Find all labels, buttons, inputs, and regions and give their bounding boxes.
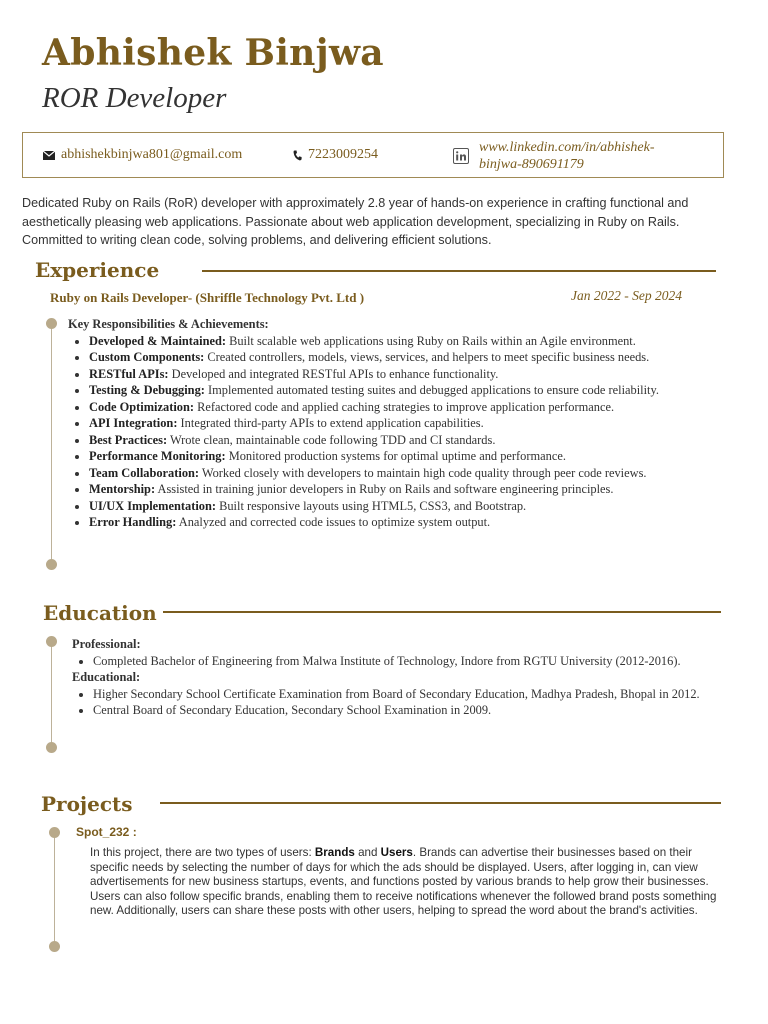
project-description: In this project, there are two types of users: Brands and Users. Brands can advertise their businesses based on their specific needs by selecting the number of days for which the ads should be displayed. Users, after logging in, can view advertisements for new business startups, events, and functions posted by various brands to help grow their businesses. Users can also follow specific brands, enabling them to receive notifications whenever the followed brand posts something new. Additionally, users can share these posts with other users, helping to spread the word about the brand's activities. [90,846,717,918]
list-item: • Testing & Debugging: Implemented automated testing suites and debugged applications to ensure code reliability. [89,382,716,399]
responsibilities-heading: Key Responsibilities & Achievements: [68,317,269,331]
timeline-dot-top [49,827,60,838]
job-role: ROR Developer [42,82,227,114]
list-item: • Team Collaboration: Worked closely with developers to maintain high code quality through peer code reviews. [89,465,716,482]
professional-list [72,653,722,670]
professional-summary: Dedicated Ruby on Rails (RoR) developer with approximately 2.8 year of hands-on experience in crafting functional and aesthetically pleasing web applications. Passionate about web application development, specializing in Ruby on Rails. Committed to writing clean code, solving problems, and delivering efficient solutions. [22,196,689,247]
list-item: • Custom Components: Created controllers, models, views, services, and helpers to meet specific business needs. [89,349,716,366]
mail-icon [43,151,55,160]
list-item: • API Integration: Integrated third-party APIs to extend application capabilities. [89,415,716,432]
experience-timeline [51,324,52,565]
project-name: Spot_232 : [76,825,137,839]
list-item: • Higher Secondary School Certificate Examination from Board of Secondary Education, Madhya Pradesh, Bhopal in 2012. [93,686,722,703]
contact-box [22,132,724,178]
experience-heading: Experience [35,258,160,282]
list-item: • Error Handling: Analyzed and corrected code issues to optimize system output. [89,514,716,531]
linkedin-line-2: binjwa-890691179 [479,157,584,172]
timeline-dot-bottom [46,742,57,753]
list-item: • UI/UX Implementation: Built responsive layouts using HTML5, CSS3, and Bootstrap. [89,498,716,515]
timeline-dot-top [46,636,57,647]
list-item: • Completed Bachelor of Engineering from Malwa Institute of Technology, Indore from RGTU University (2012-2016). [93,653,722,670]
education-heading: Education [43,601,157,625]
educational-list [72,686,722,719]
educational-label: Educational: [72,670,141,684]
list-item: • Developed & Maintained: Built scalable web applications using Ruby on Rails within an Agile environment. [89,333,716,350]
projects-timeline [54,834,55,946]
list-item: • RESTful APIs: Developed and integrated RESTful APIs to enhance functionality. [89,366,716,383]
linkedin-icon [453,148,469,164]
job-date: Jan 2022 - Sep 2024 [571,288,682,303]
job-title: Ruby on Rails Developer- (Shriffle Technology Pvt. Ltd ) [50,290,365,305]
contact-phone[interactable] [293,147,378,163]
phone-icon [293,150,302,161]
projects-heading: Projects [41,792,133,816]
experience-divider [202,270,716,272]
email-text: abhishekbinjwa801@gmail.com [61,147,243,162]
projects-divider [160,802,721,804]
timeline-dot-top [46,318,57,329]
timeline-dot-bottom [46,559,57,570]
contact-linkedin[interactable] [453,139,655,173]
professional-label: Professional: [72,637,141,651]
list-item: • Central Board of Secondary Education, Secondary School Examination in 2009. [93,702,722,719]
timeline-dot-bottom [49,941,60,952]
list-item: • Mentorship: Assisted in training junior developers in Ruby on Rails and software engineering principles. [89,481,716,498]
education-timeline [51,643,52,747]
education-block [72,636,722,719]
contact-email[interactable] [43,147,242,163]
responsibilities-list [68,333,716,531]
education-divider [163,611,721,613]
list-item: • Code Optimization: Refactored code and applied caching strategies to improve application performance. [89,399,716,416]
list-item: • Performance Monitoring: Monitored production systems for optimal uptime and performance. [89,448,716,465]
phone-text: 7223009254 [308,147,378,162]
linkedin-line-1: www.linkedin.com/in/abhishek- [479,140,655,155]
responsibilities-block [68,316,716,531]
list-item: • Best Practices: Wrote clean, maintainable code following TDD and CI standards. [89,432,716,449]
candidate-name: Abhishek Binjwa [42,32,384,74]
